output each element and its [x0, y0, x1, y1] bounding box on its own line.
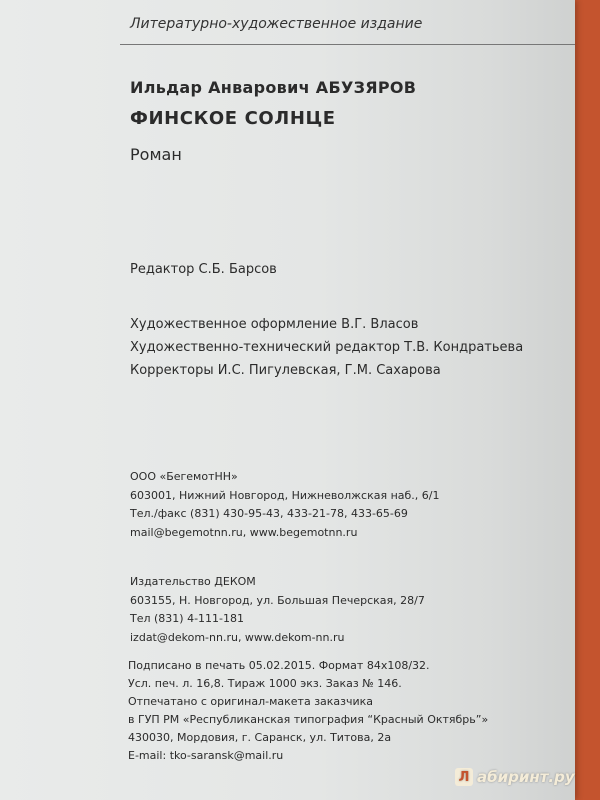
publisher-contacts: izdat@dekom-nn.ru, www.dekom-nn.ru: [130, 630, 345, 644]
publisher-dekom-block: [130, 573, 425, 647]
publisher-address: 603155, Н. Новгород, ул. Большая Печерская, 28/7: [130, 593, 425, 607]
author-name: Ильдар Анварович АБУЗЯРОВ: [130, 78, 417, 97]
header-rule: [120, 44, 575, 45]
printing-line: в ГУП РМ «Республиканская типография “Красный Октябрь”»: [128, 713, 489, 726]
printing-info-block: [128, 657, 488, 765]
printing-line: Подписано в печать 05.02.2015. Формат 84х108/32.: [128, 659, 430, 672]
printing-line: Отпечатано с оригинал-макета заказчика: [128, 695, 374, 708]
credit-line: Корректоры И.С. Пигулевская, Г.М. Сахарова: [130, 363, 441, 378]
credit-line: Художественное оформление В.Г. Власов: [130, 317, 419, 332]
publisher-name: ООО «БегемотНН»: [130, 470, 238, 483]
book-title: ФИНСКОЕ СОЛНЦЕ: [130, 108, 336, 129]
publisher-address: 603001, Нижний Новгород, Нижневолжская наб., 6/1: [130, 488, 440, 502]
series-label: Литературно-художественное издание: [130, 16, 423, 32]
printing-line: 430030, Мордовия, г. Саранск, ул. Титова, 2а: [128, 731, 392, 744]
publisher-phone: Тел./факс (831) 430-95-43, 433-21-78, 433-65-69: [130, 507, 408, 520]
editor-credit: Редактор С.Б. Барсов: [130, 262, 277, 277]
publisher-begemot-block: [130, 468, 440, 542]
printing-line: E-mail: tko-saransk@mail.ru: [128, 749, 284, 762]
labirint-site-label: абиринт.ру: [477, 768, 575, 786]
publisher-contacts: mail@begemotnn.ru, www.begemotnn.ru: [130, 525, 358, 539]
publisher-name: Издательство ДЕКОМ: [130, 575, 256, 588]
book-genre: Роман: [130, 145, 182, 164]
labirint-watermark: [455, 766, 575, 788]
labirint-logo-icon: Л: [455, 768, 473, 786]
printing-line: Усл. печ. л. 16,8. Тираж 1000 экз. Заказ № 146.: [128, 677, 402, 690]
credits-block: [130, 313, 523, 382]
publisher-phone: Тел (831) 4-111-181: [130, 612, 245, 625]
credit-line: Художественно-технический редактор Т.В. Кондратьева: [130, 340, 524, 355]
